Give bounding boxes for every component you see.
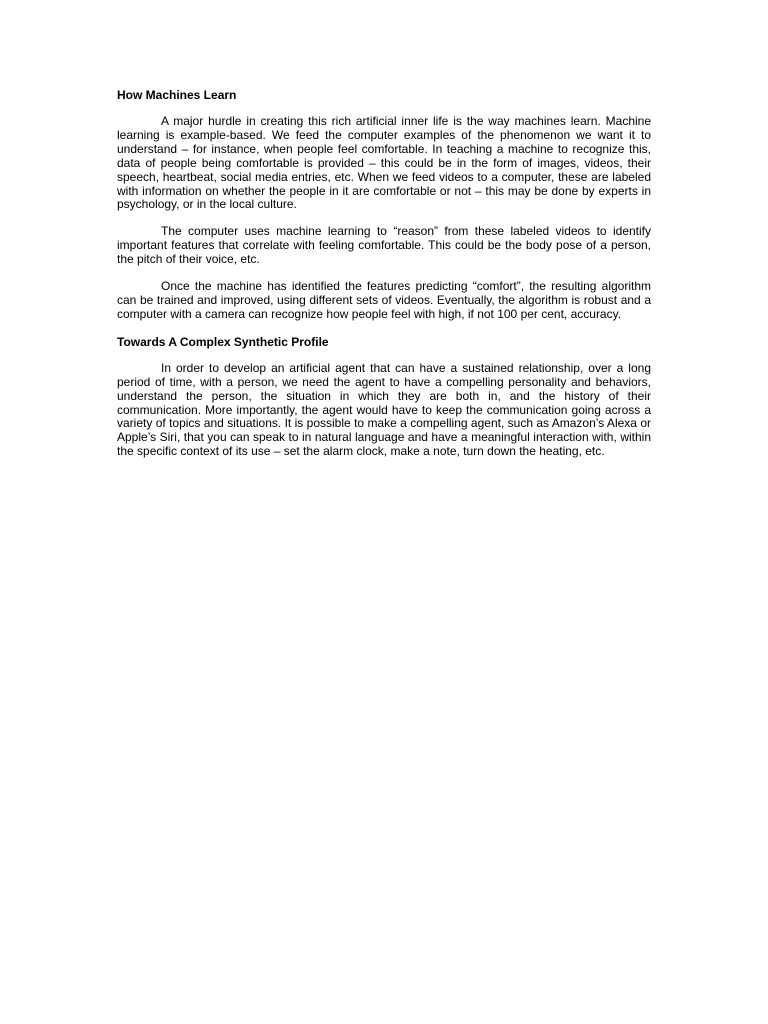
paragraph: Once the machine has identified the features predicting “comfort”, the resulting algorithm can be trained and improved, using different sets of videos. Eventually, the algorithm is robust and a computer with a camera can recognize how people feel with high, if not 100 per cent, accuracy. [117, 279, 651, 321]
paragraph: The computer uses machine learning to “reason” from these labeled videos to identify important features that correlate with feeling comfortable. This could be the body pose of a person, the pitch of their voice, etc. [117, 224, 651, 267]
section-how-machines-learn [117, 88, 651, 322]
section-towards-complex-synthetic-profile [117, 335, 651, 459]
heading-towards-complex-synthetic-profile: Towards A Complex Synthetic Profile [117, 334, 329, 349]
document-body [117, 88, 651, 472]
heading-how-machines-learn: How Machines Learn [117, 88, 237, 102]
paragraph: In order to develop an artificial agent that can have a sustained relationship, over a long period of time, with a person, we need the agent to have a compelling personality and behaviors, understand the person, the situation in which they are both in, and the history of their communication. More importantly, the agent would have to keep the communication going across a variety of topics and situations. It is possible to make a compelling agent, such as Amazon’s Alexa or Apple’s Siri, that you can speak to in natural language and have a meaningful interaction with, within the specific context of its use – set the alarm clock, make a note, turn down the heating, etc. [117, 360, 651, 459]
paragraph: A major hurdle in creating this rich artificial inner life is the way machines learn. Machine learning is example-based. We feed the computer examples of the phenomenon we want it to understand – for instance, when people feel comfortable. In teaching a machine to recognize this, data of people being comfortable is provided – this could be in the form of images, videos, their speech, heartbeat, social media entries, etc. When we feed videos to a computer, these are labeled with information on whether the people in it are comfortable or not – this may be done by experts in psychology, or in the local culture. [117, 114, 651, 212]
